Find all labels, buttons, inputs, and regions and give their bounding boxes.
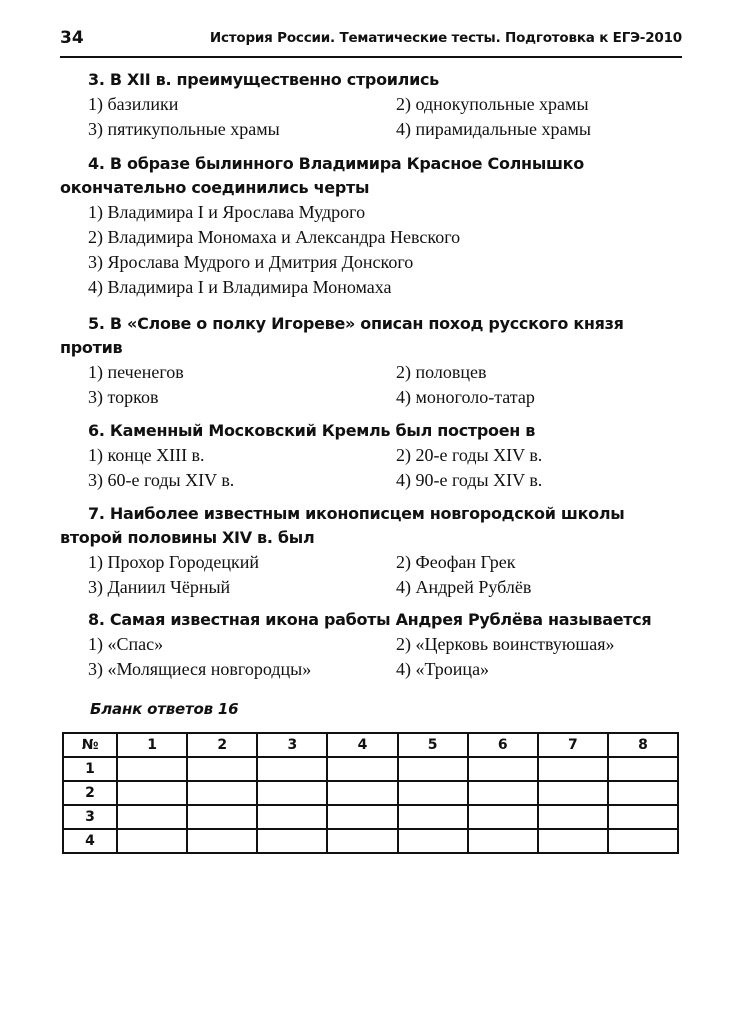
question-5 (60, 312, 682, 410)
question-4-options (60, 200, 682, 300)
table-row (63, 805, 678, 829)
question-4-option-3: 3) Ярослава Мудрого и Дмитрия Донского (88, 252, 414, 272)
answer-cell[interactable] (187, 781, 257, 805)
answer-cell[interactable] (257, 757, 327, 781)
question-3 (60, 68, 682, 142)
answer-cell[interactable] (187, 829, 257, 853)
row-label: 4 (63, 829, 117, 853)
question-5-option-2: 2) половцев (396, 362, 487, 382)
header-cell-5: 5 (398, 733, 468, 757)
question-7-option-2: 2) Феофан Грек (396, 552, 516, 572)
answer-cell[interactable] (398, 781, 468, 805)
question-6-options (60, 443, 682, 493)
row-label: 3 (63, 805, 117, 829)
row-label: 2 (63, 781, 117, 805)
answer-cell[interactable] (257, 781, 327, 805)
running-title: История России. Тематические тесты. Подготовка к ЕГЭ-2010 (209, 30, 682, 46)
answer-cell[interactable] (608, 805, 678, 829)
answer-cell[interactable] (608, 781, 678, 805)
row-label: 1 (63, 757, 117, 781)
question-6-option-2: 2) 20-е годы XIV в. (396, 445, 543, 465)
question-5-option-1: 1) печенегов (88, 362, 184, 382)
answer-cell[interactable] (608, 757, 678, 781)
answer-cell[interactable] (187, 757, 257, 781)
page-header (60, 28, 682, 54)
answer-cell[interactable] (187, 805, 257, 829)
question-4-option-2: 2) Владимира Мономаха и Александра Невского (88, 227, 461, 247)
question-6-option-1: 1) конце XIII в. (88, 445, 205, 465)
answer-cell[interactable] (327, 805, 397, 829)
answer-sheet-header-row (63, 733, 678, 757)
question-7-options (60, 550, 682, 600)
question-8-option-3: 3) «Молящиеся новгородцы» (88, 659, 312, 679)
header-cell-7: 7 (538, 733, 608, 757)
question-7-option-1: 1) Прохор Городецкий (88, 552, 259, 572)
header-cell-3: 3 (257, 733, 327, 757)
header-cell-4: 4 (327, 733, 397, 757)
answer-cell[interactable] (327, 781, 397, 805)
answer-cell[interactable] (468, 829, 538, 853)
header-rule (60, 56, 682, 58)
answer-cell[interactable] (257, 829, 327, 853)
question-6 (60, 419, 682, 493)
header-cell-number: № (63, 733, 117, 757)
question-6-title: 6. Каменный Московский Кремль был построен в (88, 421, 536, 440)
answer-cell[interactable] (468, 757, 538, 781)
question-8-title: 8. Самая известная икона работы Андрея Рублёва называется (88, 610, 652, 629)
answer-cell[interactable] (257, 805, 327, 829)
question-5-title: 5. В «Слове о полку Игореве» описан поход русского князя против (60, 314, 624, 357)
question-3-option-3: 3) пятикупольные храмы (88, 119, 280, 139)
answer-cell[interactable] (538, 757, 608, 781)
question-8-option-4: 4) «Троица» (396, 659, 490, 679)
question-5-option-4: 4) моноголо-татар (396, 387, 535, 407)
answer-cell[interactable] (608, 829, 678, 853)
question-8-options (60, 632, 682, 682)
question-8 (60, 608, 682, 682)
question-3-option-2: 2) однокупольные храмы (396, 94, 589, 114)
question-3-option-4: 4) пирамидальные храмы (396, 119, 591, 139)
table-row (63, 781, 678, 805)
page-number: 34 (60, 28, 84, 48)
question-4-option-1: 1) Владимира I и Ярослава Мудрого (88, 202, 366, 222)
answer-cell[interactable] (538, 781, 608, 805)
question-6-option-4: 4) 90-е годы XIV в. (396, 470, 543, 490)
table-row (63, 829, 678, 853)
header-cell-1: 1 (117, 733, 187, 757)
answer-cell[interactable] (117, 829, 187, 853)
question-8-option-2: 2) «Церковь воинствуюшая» (396, 634, 615, 654)
question-7-option-3: 3) Даниил Чёрный (88, 577, 231, 597)
answer-cell[interactable] (327, 829, 397, 853)
question-5-option-3: 3) торков (88, 387, 159, 407)
header-cell-6: 6 (468, 733, 538, 757)
answer-cell[interactable] (117, 757, 187, 781)
question-3-option-1: 1) базилики (88, 94, 179, 114)
answer-cell[interactable] (468, 805, 538, 829)
question-7-option-4: 4) Андрей Рублёв (396, 577, 532, 597)
table-row (63, 757, 678, 781)
answer-cell[interactable] (398, 829, 468, 853)
question-5-options (60, 360, 682, 410)
answer-cell[interactable] (398, 757, 468, 781)
question-7 (60, 502, 682, 600)
question-7-title: 7. Наиболее известным иконописцем новгородской школы второй половины XIV в. был (60, 504, 625, 547)
answer-cell[interactable] (117, 805, 187, 829)
question-4-option-4: 4) Владимира I и Владимира Мономаха (88, 277, 392, 297)
question-3-title: 3. В XII в. преимущественно строились (88, 70, 440, 89)
header-cell-2: 2 (187, 733, 257, 757)
answer-cell[interactable] (117, 781, 187, 805)
answer-cell[interactable] (468, 781, 538, 805)
answer-cell[interactable] (538, 829, 608, 853)
answer-cell[interactable] (538, 805, 608, 829)
question-4 (60, 152, 682, 300)
answer-cell[interactable] (327, 757, 397, 781)
question-3-options (60, 92, 682, 142)
answer-sheet-table (62, 732, 679, 854)
header-cell-8: 8 (608, 733, 678, 757)
question-4-title: 4. В образе былинного Владимира Красное Солнышко окончательно соединились черты (60, 154, 584, 197)
answer-sheet-title: Бланк ответов 16 (90, 700, 239, 718)
question-8-option-1: 1) «Спас» (88, 634, 164, 654)
answer-cell[interactable] (398, 805, 468, 829)
question-6-option-3: 3) 60-е годы XIV в. (88, 470, 235, 490)
